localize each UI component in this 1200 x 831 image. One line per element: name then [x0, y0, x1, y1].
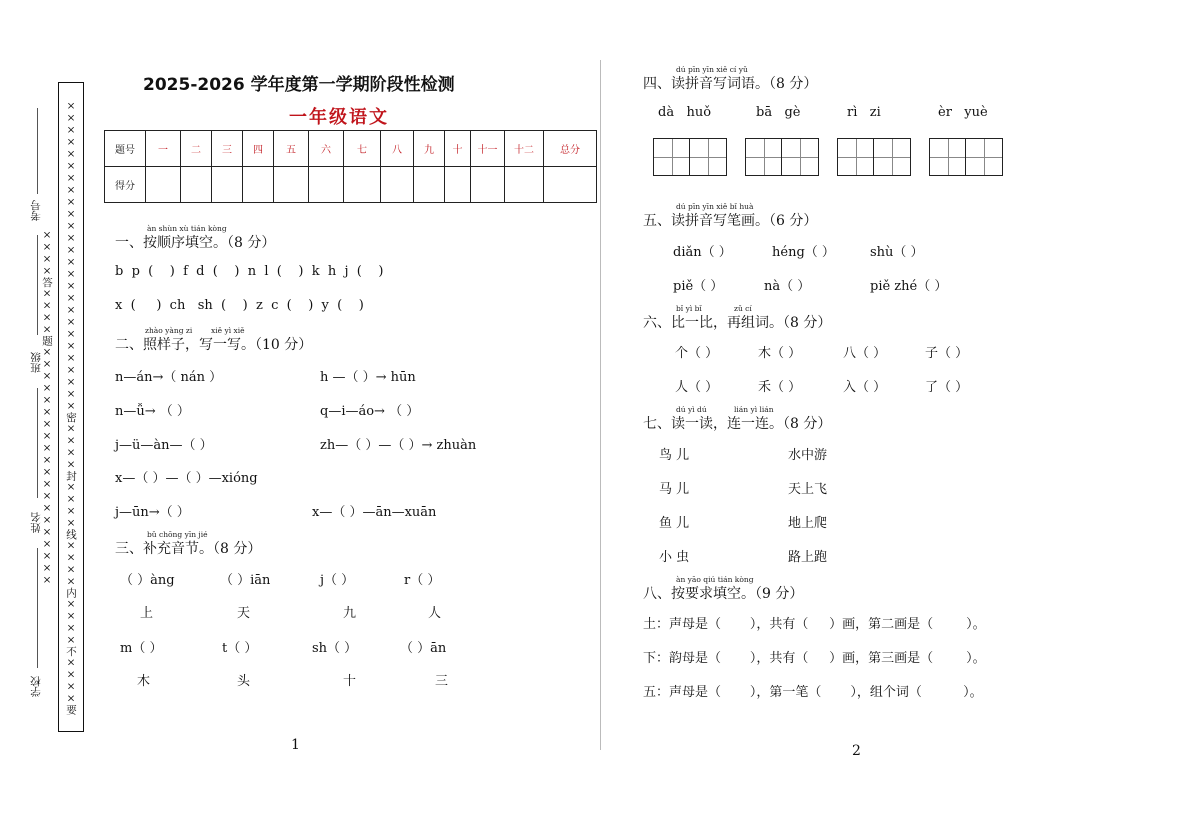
score-col: 三 [212, 131, 243, 167]
s8-line-3: 五：声母是（ ），第一笔（ ），组个词（ ）。 [643, 685, 983, 700]
binding-line-1 [37, 108, 38, 194]
s4-pinyin-4: èr yuè [938, 105, 988, 120]
exam-subtitle: 一年级语文 [289, 107, 389, 128]
s3-r1-2: （ ）iān [220, 573, 271, 588]
s2-row4-a: x—（ ）—（ ）—xióng [115, 471, 258, 486]
s3-r1-4: r（ ） [404, 573, 441, 588]
s7-title: 七、读一读，连一连。（8 分） [643, 416, 832, 432]
s6-r1-3: 八（ ） [843, 346, 887, 361]
score-cell[interactable] [243, 167, 274, 203]
tianzige-1[interactable] [653, 138, 727, 176]
score-cell[interactable] [445, 167, 471, 203]
s2-row1-a: n—án→（ nán ） [115, 370, 223, 385]
s3-r3-4: （ ）ān [400, 641, 447, 656]
score-cell[interactable] [344, 167, 381, 203]
s2-row2-a: n—ǚ→ （ ） [115, 404, 190, 419]
score-cell[interactable] [274, 167, 309, 203]
s6-r2-4: 了（ ） [925, 380, 969, 395]
s3-r1-1: （ ）àng [120, 573, 175, 588]
score-col: 七 [344, 131, 381, 167]
s6-r1-1: 个（ ） [675, 346, 719, 361]
score-cell[interactable] [309, 167, 344, 203]
exam-title: 2025-2026 学年度第一学期阶段性检测 [143, 75, 455, 95]
label-banji: 班级 [30, 352, 42, 373]
s7-left-2[interactable]: 马 儿 [659, 482, 690, 497]
s3-r4-2: 头 [237, 674, 251, 689]
score-cell[interactable] [212, 167, 243, 203]
s3-r3-3: sh（ ） [312, 641, 358, 656]
s6-r1-4: 子（ ） [925, 346, 969, 361]
s4-pinyin-1: dà huǒ [658, 105, 712, 120]
score-col: 八 [381, 131, 414, 167]
s8-title: 八、按要求填空。（9 分） [643, 586, 804, 602]
s2-ruby-2: xiě yì xiě [211, 326, 245, 335]
s5-r1-1: diǎn（ ） [673, 245, 732, 260]
s7-right-4[interactable]: 路上跑 [788, 550, 828, 565]
s3-r4-3: 十 [343, 674, 357, 689]
s6-r2-1: 人（ ） [675, 380, 719, 395]
s3-r2-2: 天 [237, 606, 251, 621]
s5-r1-3: shù（ ） [870, 245, 924, 260]
s5-title: 五、读拼音写笔画。（6 分） [643, 213, 818, 229]
s8-ruby: àn yāo qiú tián kòng [676, 575, 754, 584]
score-table-header-row [105, 131, 597, 167]
score-cell[interactable] [471, 167, 505, 203]
s5-r2-1: piě（ ） [673, 279, 724, 294]
s2-row3-b: zh—（ ）—（ ）→ zhuàn [320, 438, 477, 453]
s5-ruby: dú pīn yīn xiě bǐ huà [676, 202, 754, 211]
s8-line-2: 下：韵母是（ ），共有（ ）画，第三画是（ ）。 [643, 651, 986, 666]
s2-row5-a: j—ūn→（ ） [115, 505, 190, 520]
s7-left-3[interactable]: 鱼 儿 [659, 516, 690, 531]
s6-title: 六、比一比，再组词。（8 分） [643, 315, 832, 331]
s6-ruby-1: bǐ yì bǐ [676, 304, 702, 313]
s6-r1-2: 木（ ） [758, 346, 802, 361]
score-col: 十一 [471, 131, 505, 167]
score-cell[interactable] [505, 167, 544, 203]
tianzige-4[interactable] [929, 138, 1003, 176]
binding-strip [41, 82, 84, 732]
s3-title: 三、补充音节。（8 分） [115, 541, 262, 557]
score-label-defen: 得分 [105, 167, 146, 203]
score-col: 二 [181, 131, 212, 167]
binding-strip-text: ××××××××××××××××××××××××××密××××封××××线××××内××××不××××要××××答××××题×××××××××××××××××××× [41, 99, 77, 715]
s7-left-4[interactable]: 小 虫 [659, 550, 690, 565]
s2-row5-b: x—（ ）—ān—xuān [312, 505, 437, 520]
s6-r2-2: 禾（ ） [758, 380, 802, 395]
score-cell[interactable] [381, 167, 414, 203]
s4-ruby: dú pīn yīn xiě cí yǔ [676, 65, 748, 74]
s2-row3-a: j—ü—àn—（ ） [115, 438, 213, 453]
tianzige-3[interactable] [837, 138, 911, 176]
s3-r4-4: 三 [435, 674, 449, 689]
score-col-total: 总分 [544, 131, 597, 167]
score-cell[interactable] [181, 167, 212, 203]
s2-row2-b: q—i—áo→ （ ） [320, 404, 420, 419]
s4-title: 四、读拼音写词语。（8 分） [643, 76, 818, 92]
score-col: 十二 [505, 131, 544, 167]
s6-ruby-2: zǔ cí [734, 304, 752, 313]
s1-line-1: b p ( ) f d ( ) n l ( ) k h j ( ) [115, 264, 384, 279]
s3-r2-4: 人 [428, 606, 442, 621]
score-col: 四 [243, 131, 274, 167]
s5-r1-2: héng（ ） [772, 245, 835, 260]
s7-right-3[interactable]: 地上爬 [788, 516, 828, 531]
score-cell[interactable] [146, 167, 181, 203]
score-cell[interactable] [544, 167, 597, 203]
s3-r2-1: 上 [140, 606, 154, 621]
s1-title: 一、按顺序填空。（8 分） [115, 235, 276, 251]
s3-r3-1: m（ ） [120, 641, 163, 656]
s3-r2-3: 九 [343, 606, 357, 621]
s7-ruby-2: lián yì lián [734, 405, 774, 414]
s5-r2-3: piě zhé（ ） [870, 279, 948, 294]
s5-r2-2: nà（ ） [764, 279, 811, 294]
s7-right-1[interactable]: 水中游 [788, 448, 828, 463]
score-label-tihao: 题号 [105, 131, 146, 167]
score-col: 五 [274, 131, 309, 167]
score-table-score-row [105, 167, 597, 203]
s2-ruby-1: zhào yàng zi [145, 326, 193, 335]
label-kaohao: 考号 [30, 200, 42, 221]
score-col: 十 [445, 131, 471, 167]
label-xuexiao: 学校 [30, 676, 42, 697]
label-xingming: 姓名 [30, 512, 42, 533]
s4-pinyin-2: bā gè [756, 105, 801, 120]
s3-r1-3: j（ ） [320, 573, 355, 588]
s3-r3-2: t（ ） [222, 641, 258, 656]
s2-row1-b: h —（ ）→ hūn [320, 370, 416, 385]
page-number-1: 1 [291, 737, 300, 753]
s1-line-2: x ( ) ch sh ( ) z c ( ) y ( ) [115, 298, 364, 313]
s7-left-1[interactable]: 鸟 儿 [659, 448, 690, 463]
s3-ruby: bǔ chōng yīn jié [147, 530, 208, 539]
score-col: 一 [146, 131, 181, 167]
s1-ruby: àn shùn xù tián kòng [147, 224, 227, 233]
s3-r4-1: 木 [137, 674, 151, 689]
score-cell[interactable] [414, 167, 445, 203]
tianzige-2[interactable] [745, 138, 819, 176]
score-table [104, 130, 597, 203]
s7-right-2[interactable]: 天上飞 [788, 482, 828, 497]
s8-line-1: 土：声母是（ ），共有（ ）画，第二画是（ ）。 [643, 617, 986, 632]
page-divider [600, 60, 601, 750]
s7-ruby-1: dú yì dú [676, 405, 707, 414]
s6-r2-3: 入（ ） [843, 380, 887, 395]
s4-pinyin-3: rì zi [847, 105, 881, 120]
page-number-2: 2 [852, 743, 861, 759]
s2-title: 二、照样子，写一写。（10 分） [115, 337, 313, 353]
score-col: 六 [309, 131, 344, 167]
score-col: 九 [414, 131, 445, 167]
